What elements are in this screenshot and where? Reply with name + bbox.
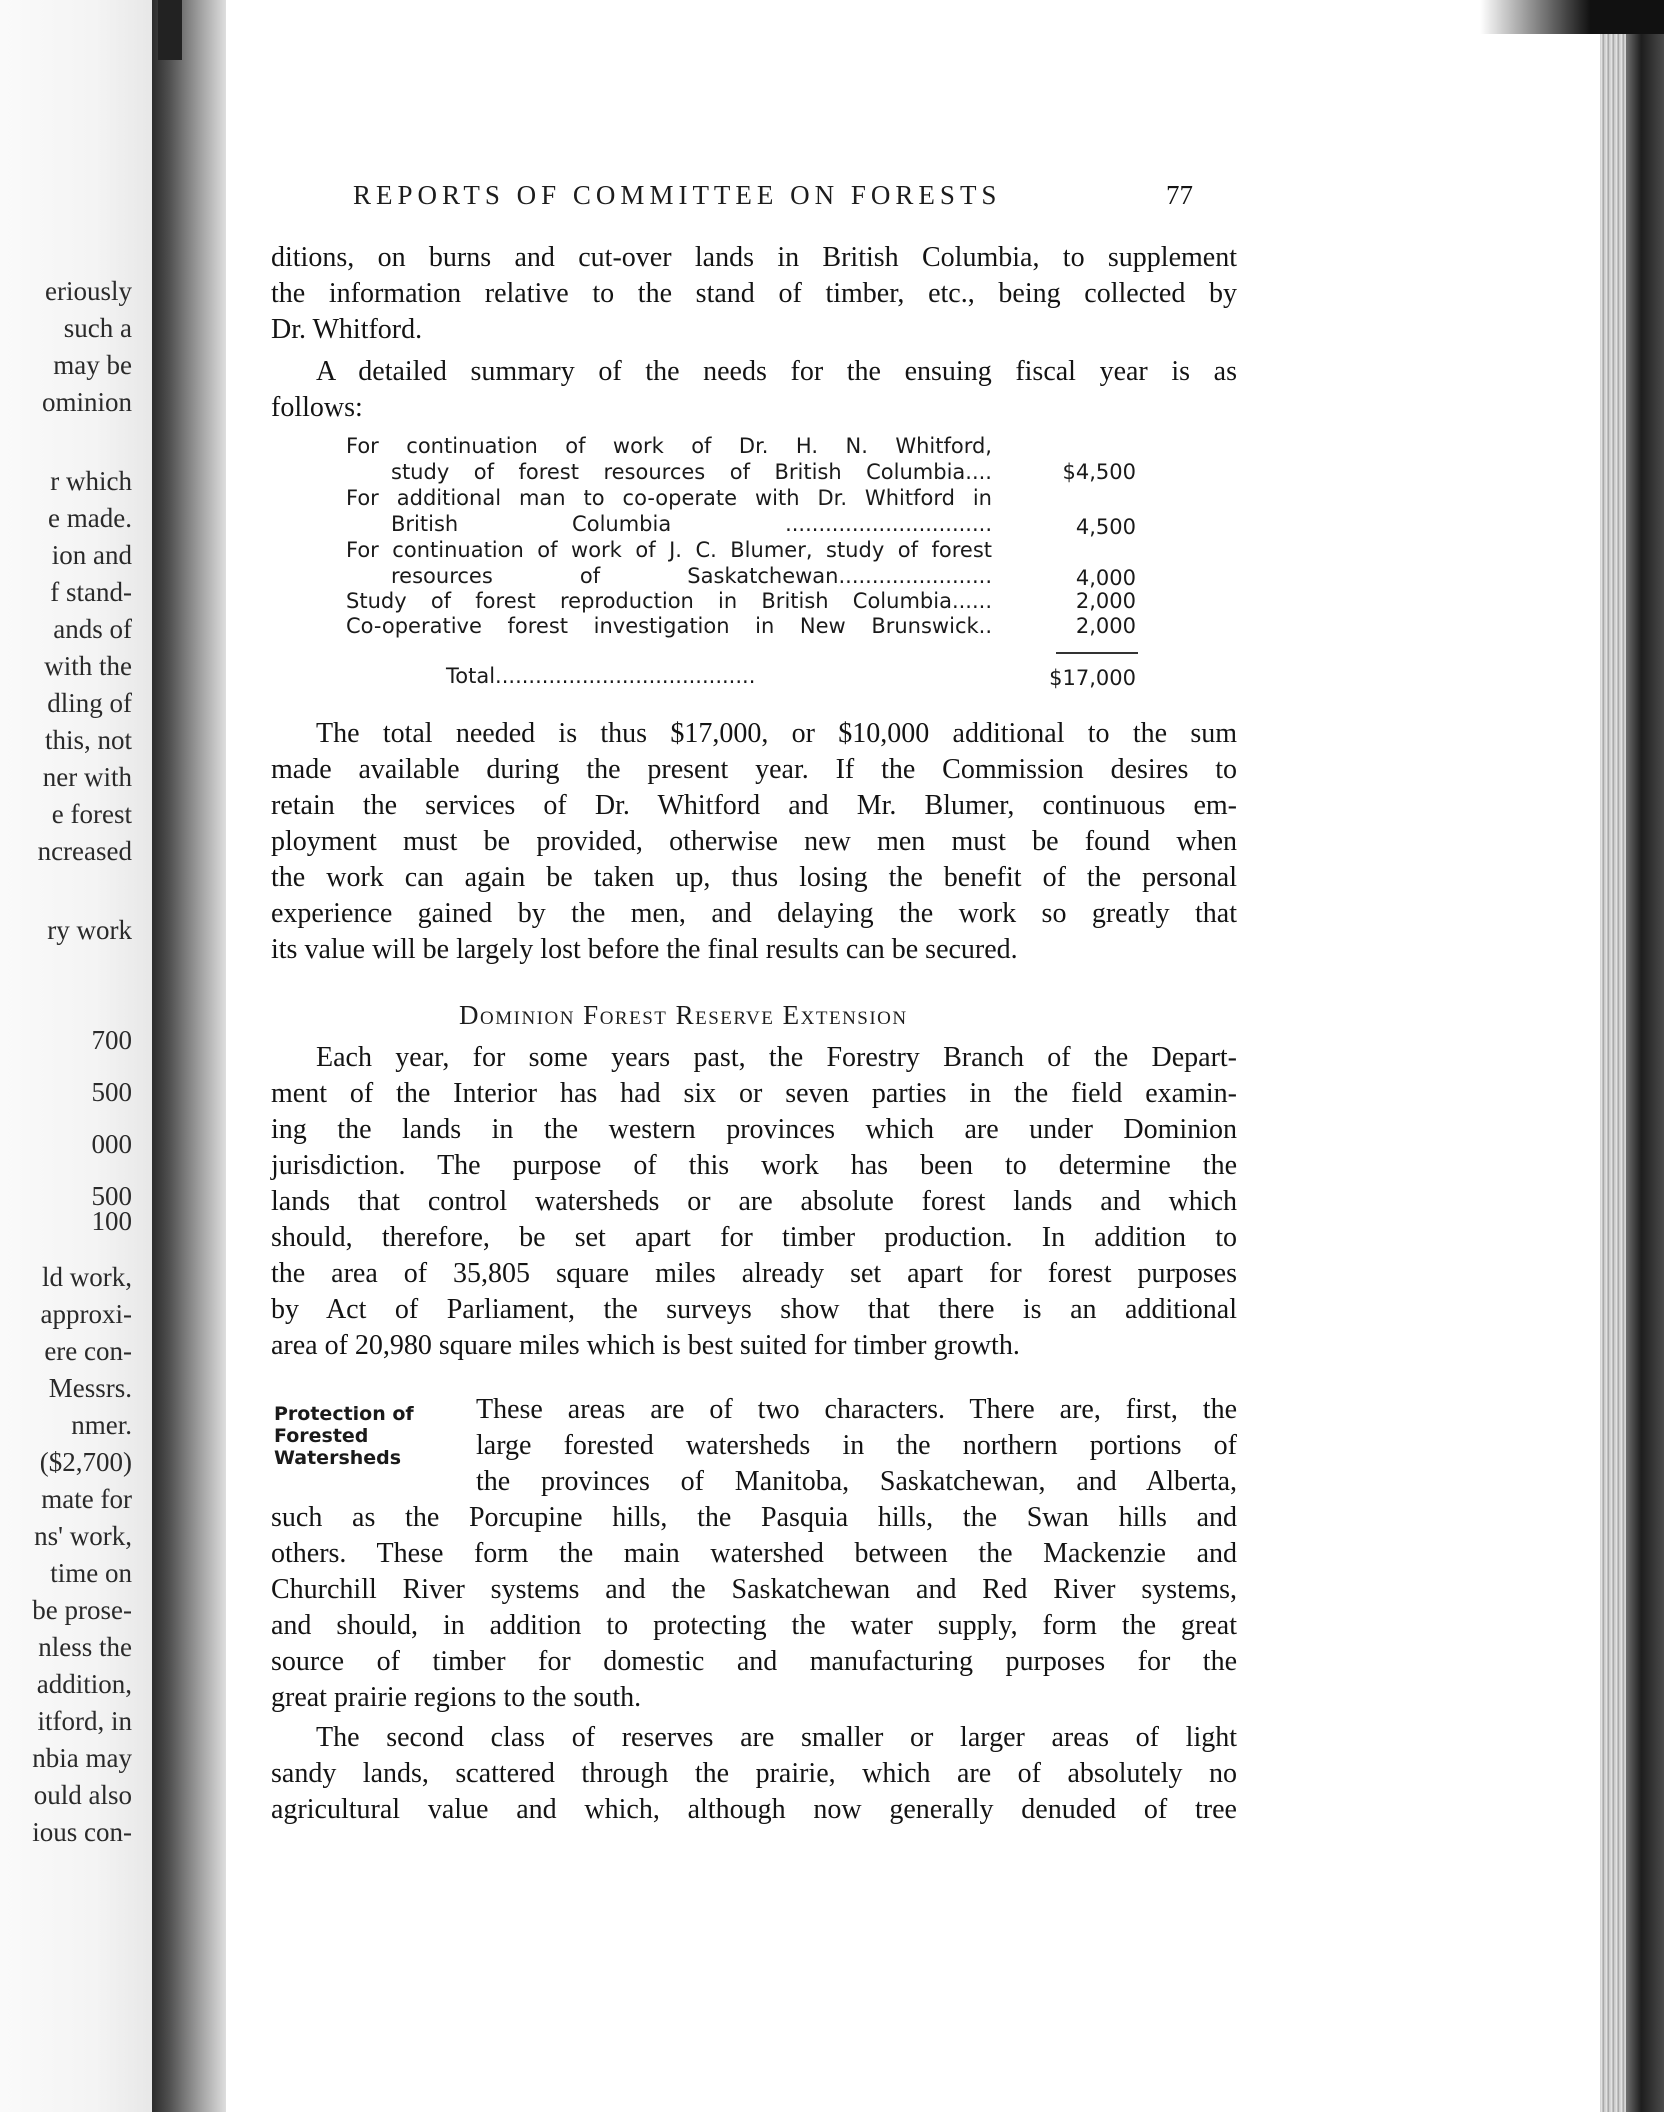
book-cover-edge [1626, 0, 1664, 2112]
facing-page-text: 500 [91, 1077, 132, 1107]
facing-page-text: nmer. [71, 1410, 132, 1440]
facing-page-text: ould also [33, 1780, 132, 1810]
text-line: the information relative to the stand of timber, etc., being collected by [271, 278, 1237, 309]
page-number: 77 [1166, 180, 1193, 210]
gutter-shadow-top [158, 0, 182, 60]
text-line: Churchill River systems and the Saskatchewan and Red River systems, [271, 1574, 1237, 1605]
text-line: Dr. Whitford. [271, 314, 423, 345]
text-line: lands that control watersheds or are absolute forest lands and which [271, 1186, 1237, 1217]
margin-sidenote [274, 1403, 414, 1469]
book-gutter-shadow [152, 0, 226, 2112]
summary-row-amount: $4,500 [1062, 460, 1136, 484]
facing-page-text: ner with [42, 762, 132, 792]
summary-row-description: For additional man to co-operate with Dr. Whitford in [346, 486, 992, 510]
facing-page-text: with the [44, 651, 132, 681]
running-head: REPORTS OF COMMITTEE ON FORESTS [353, 180, 1002, 210]
facing-page-text: be prose- [32, 1595, 132, 1625]
text-line: Each year, for some years past, the Forestry Branch of the Depart- [316, 1042, 1237, 1073]
facing-page-text: e forest [51, 799, 132, 829]
text-line: The total needed is thus $17,000, or $10,000 additional to the sum [316, 718, 1237, 749]
facing-page-text: e made. [48, 503, 132, 533]
text-line: ing the lands in the western provinces which are under Dominion [271, 1114, 1237, 1145]
text-line: area of 20,980 square miles which is best suited for timber growth. [271, 1330, 1020, 1361]
facing-page-text: ld work, [42, 1262, 132, 1292]
text-line: source of timber for domestic and manufacturing purposes for the [271, 1646, 1237, 1677]
text-line: ditions, on burns and cut-over lands in British Columbia, to supplement [271, 242, 1237, 273]
summary-row-amount: 4,500 [1075, 515, 1136, 539]
sidenote-line: Protection of [274, 1403, 414, 1425]
facing-page-text: 100 [91, 1206, 132, 1236]
summary-total-label: Total....................................... [446, 664, 756, 688]
summary-row-description: resources of Saskatchewan....................... [391, 564, 992, 588]
facing-page-text: ere con- [44, 1336, 132, 1366]
summary-row-description: For continuation of work of Dr. H. N. Whitford, [346, 434, 992, 458]
facing-page-text: dling of [47, 688, 132, 718]
sidenote-line: Watersheds [274, 1447, 402, 1469]
summary-row-description: British Columbia ............................... [391, 512, 992, 536]
text-line: The second class of reserves are smaller or larger areas of light [316, 1722, 1237, 1753]
section-heading: Dominion Forest Reserve Extension [459, 1000, 908, 1030]
text-line: large forested watersheds in the northern portions of [476, 1430, 1237, 1461]
sidenote-line: Forested [274, 1425, 369, 1447]
text-line: sandy lands, scattered through the prairie, which are of absolutely no [271, 1758, 1237, 1789]
summary-row-description: Co-operative forest investigation in New Brunswick.. [346, 614, 992, 638]
total-rule [1056, 652, 1138, 654]
summary-row-description: study of forest resources of British Columbia.... [391, 460, 992, 484]
facing-page-text: ominion [41, 387, 132, 417]
text-line: the provinces of Manitoba, Saskatchewan, and Alberta, [476, 1466, 1237, 1497]
facing-page-text: 500 [91, 1181, 132, 1211]
facing-page-text: addition, [36, 1669, 132, 1699]
summary-row-amount: 2,000 [1075, 614, 1136, 638]
text-line: ployment must be provided, otherwise new men must be found when [271, 826, 1237, 857]
facing-page-text: such a [63, 313, 132, 343]
facing-page-text: ns' work, [34, 1521, 132, 1551]
summary-total-amount: $17,000 [1049, 666, 1136, 690]
facing-page-text: f stand- [50, 577, 132, 607]
facing-page-text: time on [50, 1558, 132, 1588]
text-line: such as the Porcupine hills, the Pasquia hills, the Swan hills and [271, 1502, 1237, 1533]
facing-page-text: nless the [38, 1632, 132, 1662]
facing-page-text: itford, in [37, 1706, 132, 1736]
facing-page-text: mate for [41, 1484, 132, 1514]
text-line: the area of 35,805 square miles already set apart for forest purposes [271, 1258, 1237, 1289]
summary-row-description: For continuation of work of J. C. Blumer, study of forest [346, 538, 992, 562]
facing-page-text: r which [50, 466, 132, 496]
text-line: should, therefore, be set apart for timber production. In addition to [271, 1222, 1237, 1253]
facing-page-text: ious con- [32, 1817, 132, 1847]
facing-page-fragment [0, 0, 158, 2112]
facing-page-text: 700 [91, 1025, 132, 1055]
text-line: made available during the present year. If the Commission desires to [271, 754, 1237, 785]
facing-page-text: 000 [91, 1129, 132, 1159]
facing-page-text: ncreased [37, 836, 132, 866]
text-line: experience gained by the men, and delaying the work so greatly that [271, 898, 1237, 929]
text-line: the work can again be taken up, thus losing the benefit of the personal [271, 862, 1237, 893]
text-line: A detailed summary of the needs for the ensuing fiscal year is as [316, 356, 1237, 387]
summary-row-amount: 2,000 [1075, 589, 1136, 613]
text-line: These areas are of two characters. There are, first, the [476, 1394, 1237, 1425]
facing-page-text: this, not [44, 725, 132, 755]
text-line: retain the services of Dr. Whitford and Mr. Blumer, continuous em- [271, 790, 1237, 821]
text-line: follows: [271, 392, 363, 423]
facing-page-text: ands of [53, 614, 132, 644]
facing-page-text: approxi- [40, 1299, 132, 1329]
facing-page-text: Messrs. [48, 1373, 132, 1403]
text-line: ment of the Interior has had six or seven parties in the field examin- [271, 1078, 1237, 1109]
text-line: jurisdiction. The purpose of this work has been to determine the [271, 1150, 1237, 1181]
text-line: and should, in addition to protecting the water supply, form the great [271, 1610, 1237, 1641]
text-line: its value will be largely lost before the final results can be secured. [271, 934, 1018, 965]
facing-page-text: ($2,700) [39, 1447, 132, 1477]
text-line: others. These form the main watershed between the Mackenzie and [271, 1538, 1237, 1569]
facing-page-text: ion and [51, 540, 132, 570]
facing-page-text: ry work [47, 915, 132, 945]
text-line: by Act of Parliament, the surveys show that there is an additional [271, 1294, 1237, 1325]
facing-page-text: eriously [45, 276, 132, 306]
text-line: great prairie regions to the south. [271, 1682, 642, 1713]
summary-row-description: Study of forest reproduction in British Columbia...... [346, 589, 992, 613]
text-line: agricultural value and which, although now generally denuded of tree [271, 1794, 1237, 1825]
facing-page-text: nbia may [32, 1743, 132, 1773]
facing-page-text: may be [53, 350, 132, 380]
book-page [226, 0, 1600, 2112]
summary-row-amount: 4,000 [1075, 566, 1136, 590]
